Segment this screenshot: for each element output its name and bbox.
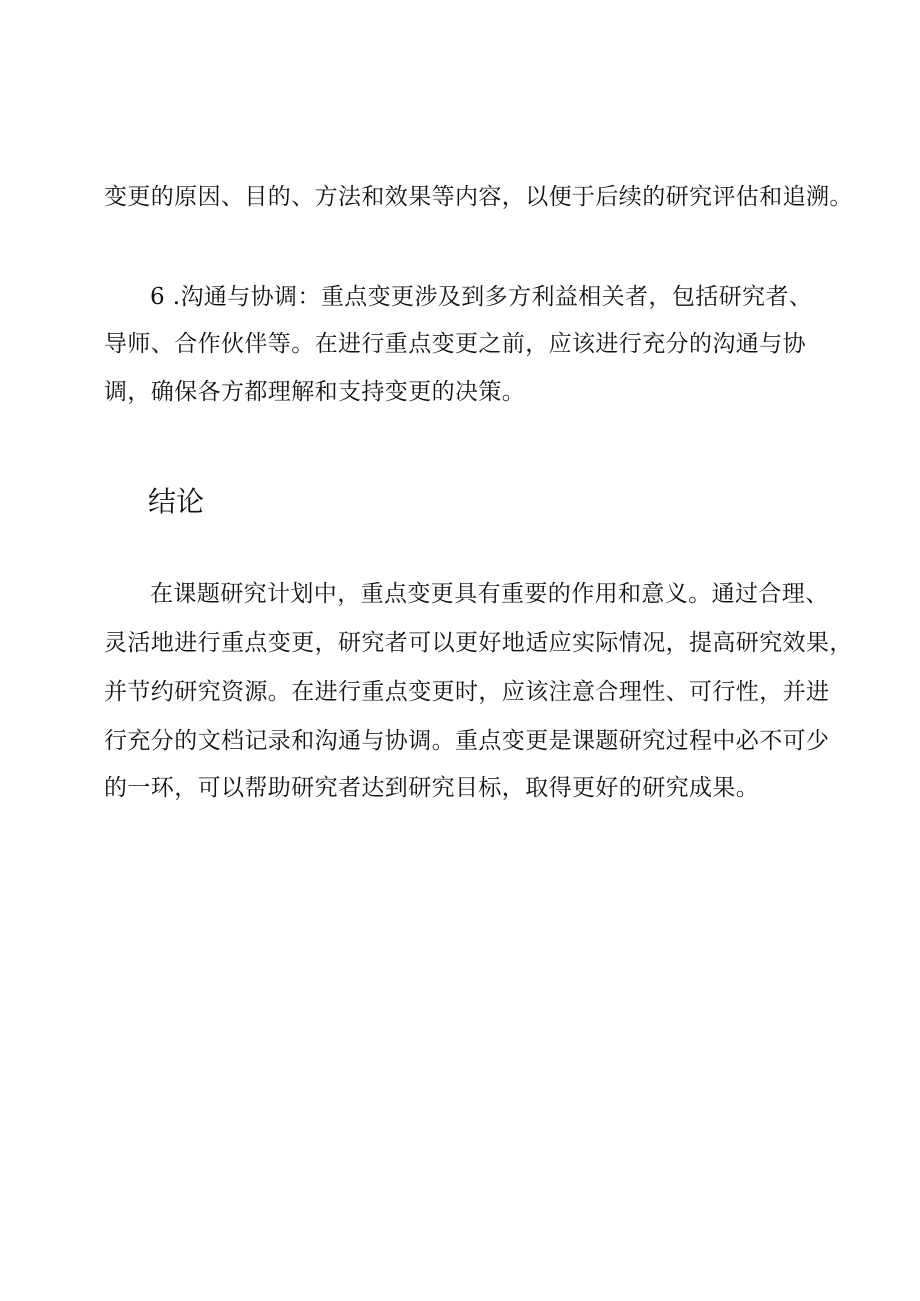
text-line: 在课题研究计划中，重点变更具有重要的作用和意义。通过合理、 — [150, 581, 829, 607]
text-line: 6 .沟通与协调：重点变更涉及到多方利益相关者，包括研究者、 — [150, 284, 813, 310]
text-line: 行充分的文档记录和沟通与协调。重点变更是课题研究过程中必不可少 — [104, 728, 830, 754]
text-line: 变更的原因、目的、方法和效果等内容，以便于后续的研究评估和追溯。 — [104, 184, 853, 210]
text-line: 导师、合作伙伴等。在进行重点变更之前，应该进行充分的沟通与协 — [104, 331, 806, 357]
text-line: 灵活地进行重点变更，研究者可以更好地适应实际情况，提高研究效果， — [104, 630, 853, 656]
text-line: 调，确保各方都理解和支持变更的决策。 — [104, 379, 526, 405]
text-line: 并节约研究资源。在进行重点变更时，应该注意合理性、可行性，并进 — [104, 679, 830, 705]
text-line: 的一环，可以帮助研究者达到研究目标，取得更好的研究成果。 — [104, 775, 760, 801]
section-heading-conclusion: 结论 — [148, 485, 205, 518]
